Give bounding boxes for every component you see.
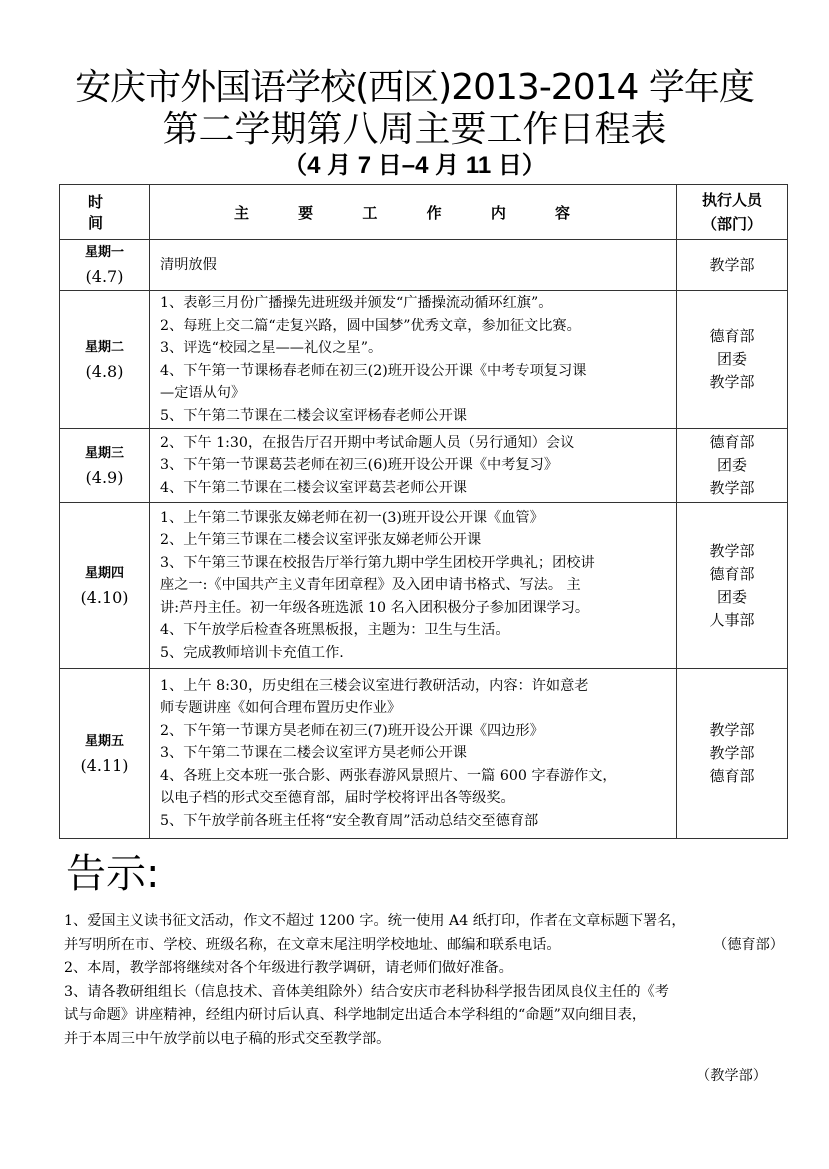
work-item: 5、下午放学前各班主任将“安全教育周”活动总结交至德育部 [160, 812, 539, 829]
work-item: 4、下午第一节课杨春老师在初三(2)班开设公开课《中考专项复习课 [160, 362, 587, 379]
department-cell [677, 669, 788, 839]
work-item: 讲:芦丹主任。初一年级各班选派 10 名入团积极分子参加团课学习。 [160, 599, 590, 616]
department: 团委 [716, 350, 747, 368]
department: 教学部 [709, 541, 755, 560]
work-content-cell [150, 503, 677, 669]
day-date: (4.9) [85, 467, 124, 487]
work-item: 3、下午第二节课在二楼会议室评方昊老师公开课 [160, 745, 467, 762]
work-item: 师专题讲座《如何合理布置历史作业》 [160, 700, 402, 717]
work-item: 2、每班上交二篇“走复兴路，圆中国梦”优秀文章，参加征文比赛。 [160, 317, 581, 334]
department: 德育部 [709, 767, 755, 785]
day-cell [60, 669, 150, 839]
notice-line: 3、请各教研组组长（信息技术、音体美组除外）结合安庆市老科协科学报告团凤良仪主任的《考 [64, 983, 669, 1000]
work-item: 4、各班上交本班一张合影、两张春游风景照片、一篇 600 字春游作文， [160, 767, 617, 784]
day-cell [60, 240, 150, 291]
work-item: 以电子档的形式交至德育部，届时学校将评出各等级奖。 [160, 790, 515, 807]
day-date: (4.10) [80, 587, 129, 607]
department: 教学部 [709, 373, 755, 391]
work-item: 2、下午 1:30，在报告厅召开期中考试命题人员（另行通知）会议 [160, 434, 575, 451]
work-item: 4、下午放学后检查各班黑板报，主题为：卫生与生活。 [160, 622, 510, 639]
day-name: 星期二 [84, 339, 124, 355]
work-item: 1、上午第二节课张友娣老师在初一(3)班开设公开课《血管》 [160, 509, 544, 526]
document-title: 安庆市外国语学校(西区)2013-2014 学年度 [75, 67, 754, 108]
day-name: 星期四 [84, 565, 124, 581]
schedule-table [59, 184, 788, 839]
work-item: 座之一:《中国共产主义青年团章程》及入团申请书格式、写法。 主 [160, 577, 581, 594]
notice-line: 2、本周，教学部将继续对各个年级进行教学调研，请老师们做好准备。 [64, 960, 513, 976]
department: 团委 [716, 456, 747, 474]
notice-final-signature: （教学部） [696, 1068, 767, 1084]
date-range: （4 月 7 日–4 月 11 日） [283, 152, 546, 179]
notice-list [64, 910, 784, 1051]
work-item: 1、表彰三月份广播操先进班级并颁发“广播操流动循环红旗”。 [160, 295, 553, 311]
department: 德育部 [709, 433, 755, 451]
table-row [60, 291, 788, 429]
column-header-executor-line1: 执行人员 [701, 191, 762, 209]
work-item: 4、下午第二节课在二楼会议室评葛芸老师公开课 [160, 479, 467, 496]
day-name: 星期一 [84, 245, 124, 260]
column-header-executor [677, 185, 788, 240]
work-item: 5、下午第二节课在二楼会议室评杨春老师公开课 [160, 407, 467, 424]
work-item: 2、上午第三节课在二楼会议室评张友娣老师公开课 [160, 532, 482, 549]
notice-line [64, 934, 784, 958]
department: 德育部 [709, 327, 755, 345]
day-cell [60, 429, 150, 503]
work-item: 清明放假 [160, 256, 217, 273]
work-content-cell [150, 291, 677, 429]
department: 团委 [716, 587, 747, 606]
work-item: —定语从句》 [160, 385, 246, 401]
table-header-row [60, 185, 788, 240]
department: 教学部 [709, 721, 755, 739]
department: 教学部 [709, 255, 755, 274]
department-cell [677, 429, 788, 503]
notice-signature: （德育部） [713, 936, 784, 953]
table-row [60, 240, 788, 291]
day-name: 星期五 [84, 733, 124, 749]
work-item: 3、下午第一节课葛芸老师在初三(6)班开设公开课《中考复习》 [160, 457, 559, 474]
work-item: 3、评选“校园之星——礼仪之星”。 [160, 340, 383, 356]
department: 教学部 [709, 479, 755, 497]
notice-line-text: 并写明所在市、学校、班级名称，在文章末尾注明学校地址、邮编和联系电话。 [64, 936, 561, 953]
work-item: 5、完成教师培训卡充值工作. [160, 644, 344, 661]
work-content-cell [150, 240, 677, 291]
day-date: (4.7) [85, 267, 124, 286]
department-cell [677, 503, 788, 669]
day-cell [60, 291, 150, 429]
notice-line: 试与命题》讲座精神，经组内研讨后认真、科学地制定出适合本学科组的“命题”双向细目表， [64, 1007, 647, 1023]
table-row [60, 429, 788, 503]
table-row [60, 503, 788, 669]
work-content-cell [150, 669, 677, 839]
department: 德育部 [709, 564, 755, 583]
work-item: 3、下午第三节课在校报告厅举行第九期中学生团校开学典礼；团校讲 [160, 554, 595, 571]
department: 人事部 [709, 610, 755, 629]
work-item: 1、上午 8:30，历史组在三楼会议室进行教研活动，内容：许如意老 [160, 677, 589, 694]
document-subtitle: 第二学期第八周主要工作日程表 [162, 109, 667, 150]
day-date: (4.11) [80, 755, 129, 775]
column-header-main-work: 主 要 工 作 内 容 [150, 185, 677, 240]
column-header-executor-line2: （部门） [701, 215, 762, 233]
day-name: 星期三 [84, 445, 124, 461]
day-date: (4.8) [85, 361, 124, 381]
work-item: 2、下午第一节课方昊老师在初三(7)班开设公开课《四边形》 [160, 722, 544, 739]
department-cell [677, 240, 788, 291]
notice-line: 并于本周三中午放学前以电子稿的形式交至教学部。 [64, 1030, 391, 1047]
work-content-cell [150, 429, 677, 503]
notice-heading: 告示: [66, 851, 160, 897]
department: 教学部 [709, 744, 755, 762]
notice-line: 1、爱国主义读书征文活动，作文不超过 1200 字。统一使用 A4 纸打印，作者在文章标题下署名， [64, 913, 686, 929]
department-cell [677, 291, 788, 429]
day-cell [60, 503, 150, 669]
table-row [60, 669, 788, 839]
column-header-time: 时 间 [60, 185, 150, 240]
